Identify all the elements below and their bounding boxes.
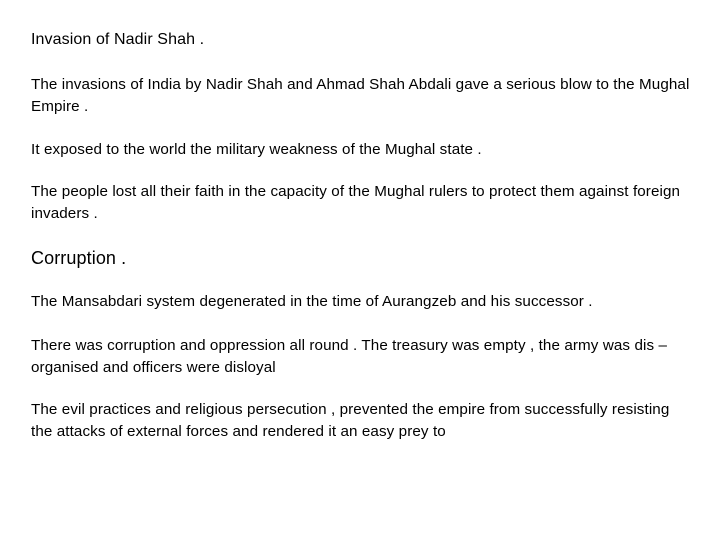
heading-invasion-of-nadir-shah: Invasion of Nadir Shah . [31, 31, 205, 48]
paragraph-invasions: The invasions of India by Nadir Shah and Ahmad Shah Abdali gave a serious blow to the Mughal Empire . [31, 76, 690, 115]
paragraph-corruption-oppression: There was corruption and oppression all round . The treasury was empty , the army was dis – organised and officers were disloyal [31, 337, 668, 376]
paragraph-mansabdari: The Mansabdari system degenerated in the time of Aurangzeb and his successor . [31, 293, 593, 310]
paragraph-military-weakness: It exposed to the world the military weakness of the Mughal state . [31, 141, 482, 158]
paragraph-evil-practices: The evil practices and religious persecution , prevented the empire from successfully resisting the attacks of external forces and rendered it an easy prey to [31, 401, 670, 440]
paragraph-lost-faith: The people lost all their faith in the capacity of the Mughal rulers to protect them against foreign invaders . [31, 183, 681, 222]
heading-corruption: Corruption . [31, 248, 127, 268]
